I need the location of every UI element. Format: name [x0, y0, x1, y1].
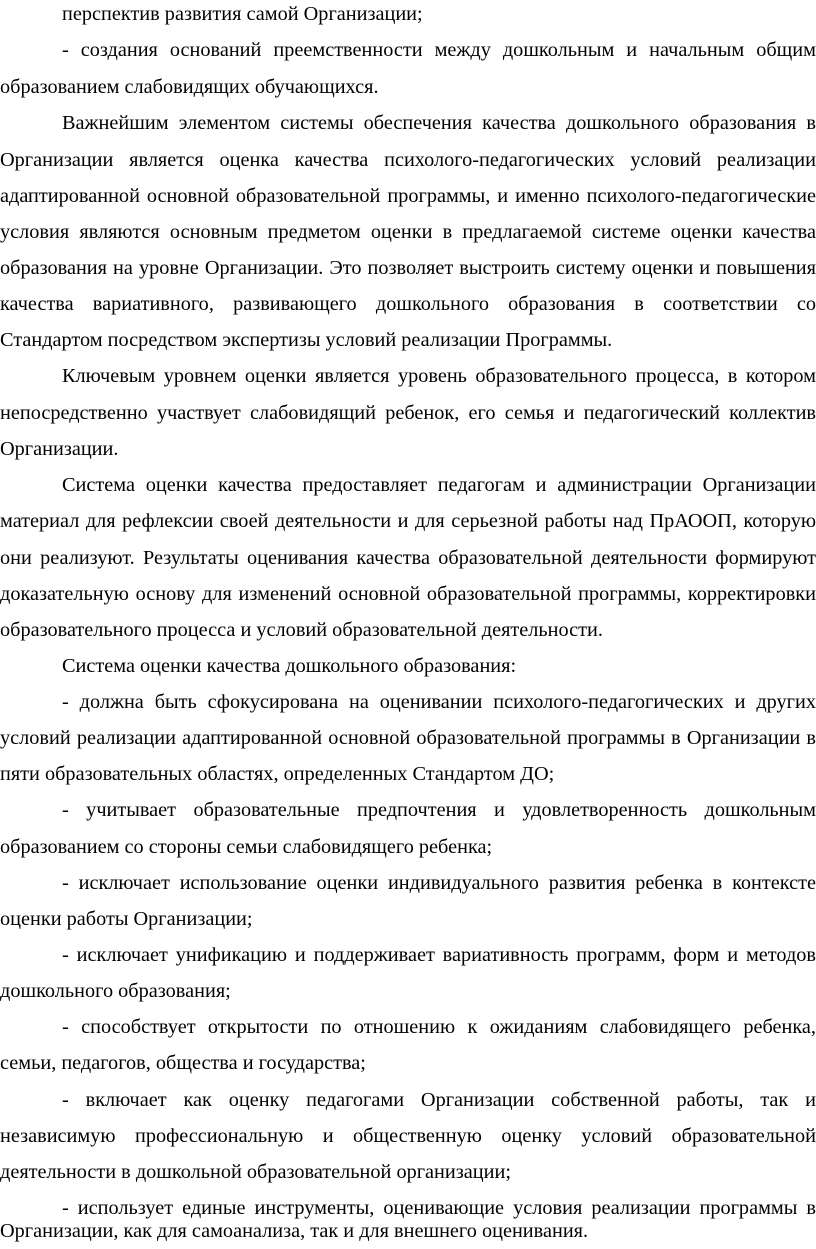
- text-line: они реализуют. Результаты оценивания качества образовательной деятельности формируют: [0, 547, 816, 569]
- text-line: - использует единые инструменты, оценивающие условия реализации программы в: [62, 1197, 816, 1219]
- text-line: Система оценки качества предоставляет педагогам и администрации Организации: [62, 474, 816, 496]
- text-line: Система оценки качества дошкольного образования:: [62, 655, 517, 677]
- text-line: образовательного процесса и условий образовательной деятельности.: [0, 619, 603, 641]
- text-line: Организации.: [0, 438, 119, 460]
- text-line: Организации, как для самоанализа, так и для внешнего оценивания.: [0, 1220, 589, 1242]
- text-line: адаптированной основной образовательной программы, и именно психолого-педагогические: [0, 185, 816, 207]
- text-line: независимую профессиональную и общественную оценку условий образовательной: [0, 1125, 816, 1147]
- text-line: материал для рефлексии своей деятельности и для серьезной работы над ПрАООП, которую: [0, 510, 816, 532]
- text-line: Важнейшим элементом системы обеспечения качества дошкольного образования в: [62, 112, 816, 134]
- text-line: перспектив развития самой Организации;: [62, 3, 423, 25]
- text-line: - учитывает образовательные предпочтения и удовлетворенность дошкольным: [62, 799, 816, 821]
- text-line: пяти образовательных областях, определенных Стандартом ДО;: [0, 763, 555, 785]
- text-line: Организации является оценка качества психолого-педагогических условий реализации: [0, 149, 816, 171]
- text-line: условий реализации адаптированной основной образовательной программы в Организации в: [0, 727, 816, 749]
- text-line: условия являются основным предметом оценки в предлагаемой системе оценки качества: [0, 221, 816, 243]
- text-line: семьи, педагогов, общества и государства;: [0, 1052, 366, 1074]
- text-line: непосредственно участвует слабовидящий ребенок, его семья и педагогический коллектив: [0, 402, 816, 424]
- text-line: образованием со стороны семьи слабовидящего ребенка;: [0, 836, 493, 858]
- text-line: образования на уровне Организации. Это позволяет выстроить систему оценки и повышения: [0, 257, 816, 279]
- text-line: образованием слабовидящих обучающихся.: [0, 76, 379, 98]
- text-line: дошкольного образования;: [0, 980, 231, 1002]
- text-line: - исключает унификацию и поддерживает вариативность программ, форм и методов: [62, 944, 816, 966]
- text-line: оценки работы Организации;: [0, 908, 253, 930]
- text-line: Стандартом посредством экспертизы условий реализации Программы.: [0, 329, 613, 351]
- text-line: Ключевым уровнем оценки является уровень образовательного процесса, в котором: [62, 365, 816, 387]
- text-line: - включает как оценку педагогами Организации собственной работы, так и: [62, 1089, 816, 1111]
- text-line: деятельности в дошкольной образовательной организации;: [0, 1161, 511, 1183]
- text-line: качества вариативного, развивающего дошкольного образования в соответствии со: [0, 293, 816, 315]
- text-line: - способствует открытости по отношению к ожиданиям слабовидящего ребенка,: [62, 1016, 816, 1038]
- text-line: - создания оснований преемственности между дошкольным и начальным общим: [62, 39, 816, 61]
- text-line: доказательную основу для изменений основной образовательной программы, корректировки: [0, 583, 816, 605]
- text-line: - должна быть сфокусирована на оценивании психолого-педагогических и других: [62, 691, 816, 713]
- text-line: - исключает использование оценки индивидуального развития ребенка в контексте: [62, 872, 816, 894]
